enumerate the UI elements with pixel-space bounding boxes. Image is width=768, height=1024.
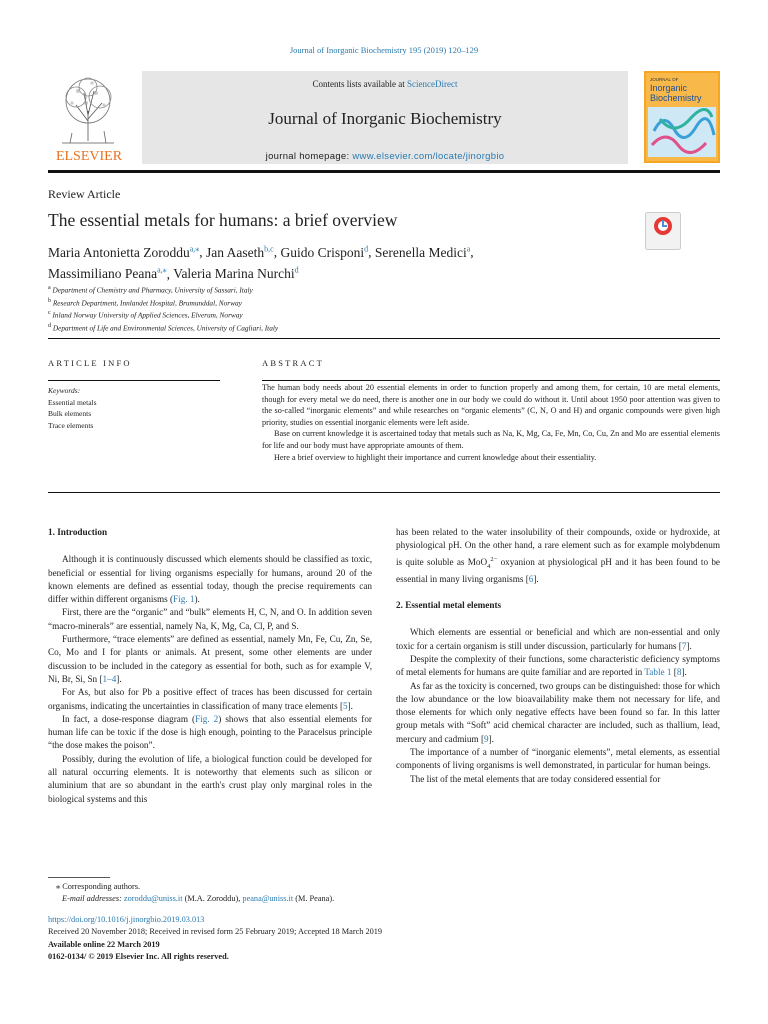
divider xyxy=(48,380,220,381)
figure-link[interactable]: Fig. 2 xyxy=(195,713,219,724)
abstract-paragraph: Here a brief overview to highlight their importance and current knowledge about their essentiality. xyxy=(274,452,597,462)
abstract-heading: ABSTRACT xyxy=(262,358,324,368)
reference-link[interactable]: 7 xyxy=(681,640,687,651)
homepage-link[interactable]: www.elsevier.com/locate/jinorgbio xyxy=(352,151,505,162)
corresponding-note: ⁎ Corresponding authors. xyxy=(56,882,141,891)
body-left-column xyxy=(48,526,372,806)
body-paragraph: Possibly, during the evolution of life, a biological function could be developed for all natural occurring elements. It is noteworthy that elements such as silicon or aluminium that are so abundant in the earth's crust play only marginal roles in the biological systems and this xyxy=(48,753,372,804)
homepage-label: journal homepage: xyxy=(265,151,353,162)
body-paragraph: The list of the metal elements that are today considered essential for xyxy=(410,773,661,784)
keyword: Trace elements xyxy=(48,420,94,430)
journal-name: Journal of Inorganic Biochemistry xyxy=(268,109,502,128)
author[interactable]: Serenella Medici$^a$ xyxy=(374,244,471,260)
header-rule xyxy=(48,170,720,173)
abstract-paragraph: The human body needs about 20 essential elements in order to function properly and among them, for certain, 10 are metal elements, though for every metal we do need, there is another one in our body we could do without it. Until about 1950 poor attention was given to the so-called “inorganic elements” and while researches on “organic elements” (C, N, O and H) and organic compounds were given high priority, studies on essential inorganic elements were left aside. xyxy=(262,383,720,427)
svg-text:Inorganic: Inorganic xyxy=(650,83,688,93)
keyword: Bulk elements xyxy=(48,409,92,418)
svg-text:Biochemistry: Biochemistry xyxy=(650,93,702,103)
footnote-rule xyxy=(48,877,110,878)
section-heading: 2. Essential metal elements xyxy=(396,600,502,611)
reference-link[interactable]: 1–4 xyxy=(102,673,117,684)
table-link[interactable]: Table 1 xyxy=(644,667,672,678)
journal-citation[interactable]: Journal of Inorganic Biochemistry 195 (2019) 120–129 xyxy=(289,45,479,55)
figure-link[interactable]: Fig. 1 xyxy=(173,594,195,605)
divider xyxy=(48,338,720,339)
contents-prefix: Contents lists available at xyxy=(312,79,407,89)
sciencedirect-link[interactable]: ScienceDirect xyxy=(407,79,458,89)
affiliation: $^b$ Research Department, Innlandet Hospital, Brumunddal, Norway xyxy=(48,297,242,308)
divider xyxy=(48,492,720,493)
author[interactable]: Valeria Marina Nurchi$^d$ xyxy=(173,265,299,281)
received-dates: Received 20 November 2018; Received in revised form 25 February 2019; Accepted 18 March 2019 xyxy=(48,927,383,937)
body-paragraph: Furthermore, “trace elements” are defined as essential, namely Mn, Fe, Cu, Zn, Se, Co, Mo and I for plants or animals. At present, some other elements are under discussion to be included in the category as essential for both, such as for example V, Ni, Br, Si, Sn [1–4]. xyxy=(48,634,372,684)
author[interactable]: Maria Antonietta Zoroddu$^{a,⁎}$ xyxy=(48,244,200,260)
body-paragraph: In fact, a dose-response diagram (Fig. 2) shows that also essential elements for human life can be toxic if the dose is high enough, pointing to the Paracelsus principle “the dose makes the poison”. xyxy=(48,713,372,751)
email-link[interactable]: peana@uniss.it xyxy=(242,894,294,904)
divider xyxy=(262,380,720,381)
journal-cover-image xyxy=(644,71,720,163)
abstract-paragraph: Base on current knowledge it is ascertained today that metals such as Na, K, Mg, Ca, Fe, Mn, Co, Cu, Zn and Mo are essential elements for life and our body must have appropriate amounts of them. xyxy=(262,429,720,450)
contents-line xyxy=(142,79,628,89)
body-paragraph: has been related to the water insolubility of their compounds, oxide or hydroxide, at physiological pH. On the other hand, a rare element such as for example molybdenum is quite soluble as MoO$_4^{2-}$ oxyanion at physiological pH and it has been found to be essential in many living organisms [6]. xyxy=(396,527,720,584)
keyword: Essential metals xyxy=(48,397,97,407)
body-paragraph: The importance of a number of “inorganic elements”, metal elements, as essential components of living organisms is well demonstrated, in particular for human beings. xyxy=(396,747,720,771)
affiliation: $^c$ Inland Norway University of Applied Sciences, Elverum, Norway xyxy=(48,310,243,320)
elsevier-logo[interactable] xyxy=(48,71,130,164)
check-for-updates-badge[interactable] xyxy=(645,212,681,250)
article-info-heading: ARTICLE INFO xyxy=(48,358,132,368)
doi-link[interactable]: https://doi.org/10.1016/j.jinorgbio.2019.03.013 xyxy=(48,915,205,924)
author[interactable]: Guido Crisponi$^d$ xyxy=(280,244,369,260)
body-paragraph: As far as the toxicity is concerned, two groups can be distinguished: those for which the low abundance or the low bioavailability make them not necessary for life, and those elements for which only negative effects have been found so far. In this latter group metals with “Soft” acid chemical character are included, such as thallium, lead, mercury and cadmium [9]. xyxy=(396,680,721,744)
copyright: 0162-0134/ © 2019 Elsevier Inc. All rights reserved. xyxy=(48,952,229,962)
article-title: The essential metals for humans: a brief overview xyxy=(48,210,398,230)
keywords-label: Keywords: xyxy=(48,386,81,395)
check-for-updates-icon xyxy=(645,212,681,250)
section-heading: 1. Introduction xyxy=(48,527,108,537)
publication-info xyxy=(48,914,382,964)
available-online: Available online 22 March 2019 xyxy=(48,939,160,949)
author[interactable]: Jan Aaseth$^{b,c}$ xyxy=(206,244,274,260)
body-paragraph: Which elements are essential or beneficial and which are non-essential and only toxic for a certain organism is still under discussion, particularly for humans [7]. xyxy=(396,627,720,651)
affiliation: $^d$ Department of Life and Environmental Sciences, University of Cagliari, Italy xyxy=(48,322,279,333)
body-right-column xyxy=(396,526,720,786)
affiliations xyxy=(48,283,278,334)
reference-link[interactable]: 5 xyxy=(343,700,348,711)
body-paragraph: First, there are the “organic” and “bulk” elements H, C, N, and O. In addition seven “macro-minerals” are essential, namely Na, K, Mg, Ca, Cl, P, and S. xyxy=(48,607,372,631)
footnotes xyxy=(48,881,334,906)
reference-link[interactable]: 9 xyxy=(484,733,489,744)
svg-text:ELSEVIER: ELSEVIER xyxy=(55,149,123,164)
body-paragraph: For As, but also for Pb a positive effect of traces has been discussed for certain organisms, indicating the uncertainties in classification of many trace elements [5]. xyxy=(48,687,372,711)
homepage-line xyxy=(142,151,628,162)
abstract-text xyxy=(262,382,720,463)
journal-cover-thumbnail[interactable] xyxy=(644,71,720,163)
email-line: E-mail addresses: zoroddu@uniss.it (M.A. Zoroddu), peana@uniss.it (M. Peana). xyxy=(62,894,335,904)
reference-link[interactable]: 8 xyxy=(676,667,682,678)
elsevier-tree-icon xyxy=(48,71,130,164)
body-paragraph: Despite the complexity of their functions, some characteristic deficiency symptoms of metal elements for humans are quite familiar and are reported in Table 1 [8]. xyxy=(396,653,720,678)
svg-text:JOURNAL OF: JOURNAL OF xyxy=(650,77,679,82)
author-list: Maria Antonietta Zoroddu$^{a,⁎}$, Jan Aaseth$^{b,c}$, Guido Crisponi$^d$, Serenella Medici$^a$, Massimiliano Peana$^{a,⁎}$, Valeria Marina Nurchi$^d$ xyxy=(48,244,474,281)
author[interactable]: Massimiliano Peana$^{a,⁎}$ xyxy=(48,265,167,281)
body-paragraph: Although it is continuously discussed which elements should be classified as toxic, beneficial or essential for living organisms especially for humans, around 20 of the known elements are defined as essential today, though the precise requirements can differ within different organisms (Fig. 1). xyxy=(48,554,372,605)
email-link[interactable]: zoroddu@uniss.it xyxy=(123,894,183,904)
keywords-block xyxy=(48,385,97,431)
affiliation: $^a$ Department of Chemistry and Pharmacy, University of Sassari, Italy xyxy=(48,285,253,295)
article-type: Review Article xyxy=(48,187,121,201)
reference-link[interactable]: 6 xyxy=(528,573,534,584)
